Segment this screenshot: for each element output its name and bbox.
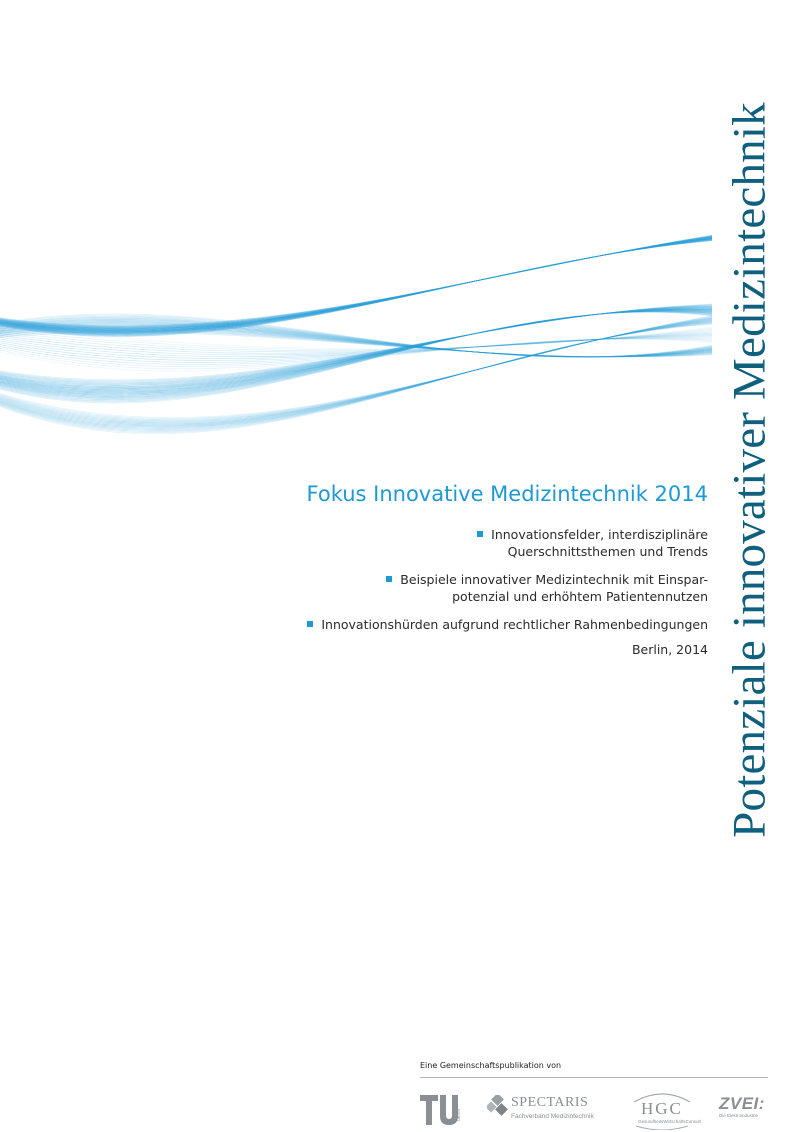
hgc-logo [630, 1090, 701, 1130]
spectaris-subtitle: Fachverband Medizintechnik [511, 1113, 594, 1120]
wave-line [0, 321, 712, 427]
tu-berlin-logo [418, 1091, 464, 1127]
square-bullet-icon [386, 576, 392, 582]
wave-line [0, 236, 712, 327]
wave-line [0, 241, 712, 337]
topic-line: potenzial und erhöhtem Patientennutzen [452, 589, 708, 604]
topic-line: Querschnittsthemen und Trends [507, 544, 708, 559]
joint-publication-label: Eine Gemeinschaftspublikation von [420, 1061, 562, 1070]
zvei-logo [719, 1094, 765, 1118]
wave-ribbon-graphic [0, 230, 712, 480]
hgc-name: HGC [641, 1099, 683, 1118]
focus-heading: Fokus Innovative Medizintechnik 2014 [306, 482, 708, 506]
zvei-subtitle: Die Elektroindustrie [719, 1113, 759, 1118]
topic-list [307, 526, 708, 644]
vertical-title: Potenziale innovativer Medizintechnik [723, 102, 776, 838]
wave-line [0, 306, 712, 384]
wave-line [0, 240, 712, 335]
hgc-subtitle: GesundheitsWirtschaftsConsult [638, 1119, 701, 1124]
zvei-name: ZVEI: [719, 1094, 765, 1113]
topic-item [307, 526, 708, 560]
topic-line: Innovationsfelder, interdisziplinäre [491, 527, 708, 542]
wave-line [0, 239, 712, 334]
topic-line: Beispiele innovativer Medizintechnik mit Einspar- [400, 572, 708, 587]
square-bullet-icon [477, 531, 483, 537]
topic-item [307, 571, 708, 605]
tu-berlin-text: berlin [456, 1108, 462, 1121]
spectaris-name: SPECTARIS [511, 1095, 589, 1110]
footer-divider [420, 1077, 768, 1078]
wave-line [0, 235, 712, 326]
topic-line: Innovationshürden aufgrund rechtlicher Rahmenbedingungen [321, 617, 708, 632]
wave-line [0, 238, 712, 331]
wave-line [0, 308, 712, 388]
wave-line [0, 237, 712, 329]
square-bullet-icon [307, 621, 313, 627]
topic-item [307, 616, 708, 633]
wave-line [0, 237, 712, 329]
place-date: Berlin, 2014 [631, 642, 708, 657]
spectaris-diamond-icon [487, 1095, 509, 1117]
